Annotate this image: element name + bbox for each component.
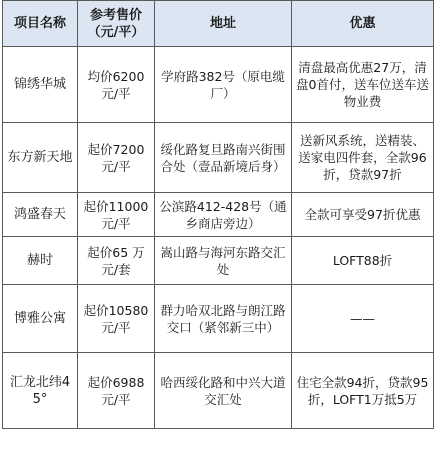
cell-discount: 全款可享受97折优惠 [292, 193, 434, 237]
cell-price: 起价65 万元/套 [78, 237, 155, 285]
cell-discount: 送新风系统，送精装、送家电四件套，全款96折，贷款97折 [292, 123, 434, 193]
table-row [3, 193, 434, 237]
cell-address: 公滨路412-428号（通乡商店旁边） [155, 193, 292, 237]
cell-price: 起价10580元/平 [78, 285, 155, 353]
cell-price: 起价7200元/平 [78, 123, 155, 193]
cell-project-name: 鸿盛春天 [3, 193, 78, 237]
cell-price: 均价6200元/平 [78, 47, 155, 123]
table-row [3, 285, 434, 353]
table-row [3, 353, 434, 429]
header-reference-price: 参考售价（元/平） [78, 1, 155, 47]
header-project-name: 项目名称 [3, 1, 78, 47]
table-row [3, 123, 434, 193]
cell-project-name: 东方新天地 [3, 123, 78, 193]
table-header-row [3, 1, 434, 47]
cell-project-name: 赫时 [3, 237, 78, 285]
cell-discount: —— [292, 285, 434, 353]
cell-address: 绥化路复旦路南兴街围合处（壹品新境后身） [155, 123, 292, 193]
header-address: 地址 [155, 1, 292, 47]
property-listing-table [2, 0, 434, 429]
cell-price: 起价6988元/平 [78, 353, 155, 429]
cell-address: 学府路382号（原电缆厂） [155, 47, 292, 123]
cell-project-name: 汇龙北纬45° [3, 353, 78, 429]
table-row [3, 237, 434, 285]
table-row [3, 47, 434, 123]
cell-discount: 住宅全款94折，贷款95折，LOFT1万抵5万 [292, 353, 434, 429]
cell-discount: LOFT88折 [292, 237, 434, 285]
cell-address: 嵩山路与海河东路交汇处 [155, 237, 292, 285]
cell-address: 群力哈双北路与朗江路交口（紧邻新三中） [155, 285, 292, 353]
cell-price: 起价11000元/平 [78, 193, 155, 237]
cell-address: 哈西绥化路和中兴大道交汇处 [155, 353, 292, 429]
cell-project-name: 锦绣华城 [3, 47, 78, 123]
listing-table-wrapper [2, 0, 434, 429]
cell-project-name: 博雅公寓 [3, 285, 78, 353]
cell-discount: 清盘最高优惠27万，清盘0首付，送车位送车送物业费 [292, 47, 434, 123]
header-discount: 优惠 [292, 1, 434, 47]
